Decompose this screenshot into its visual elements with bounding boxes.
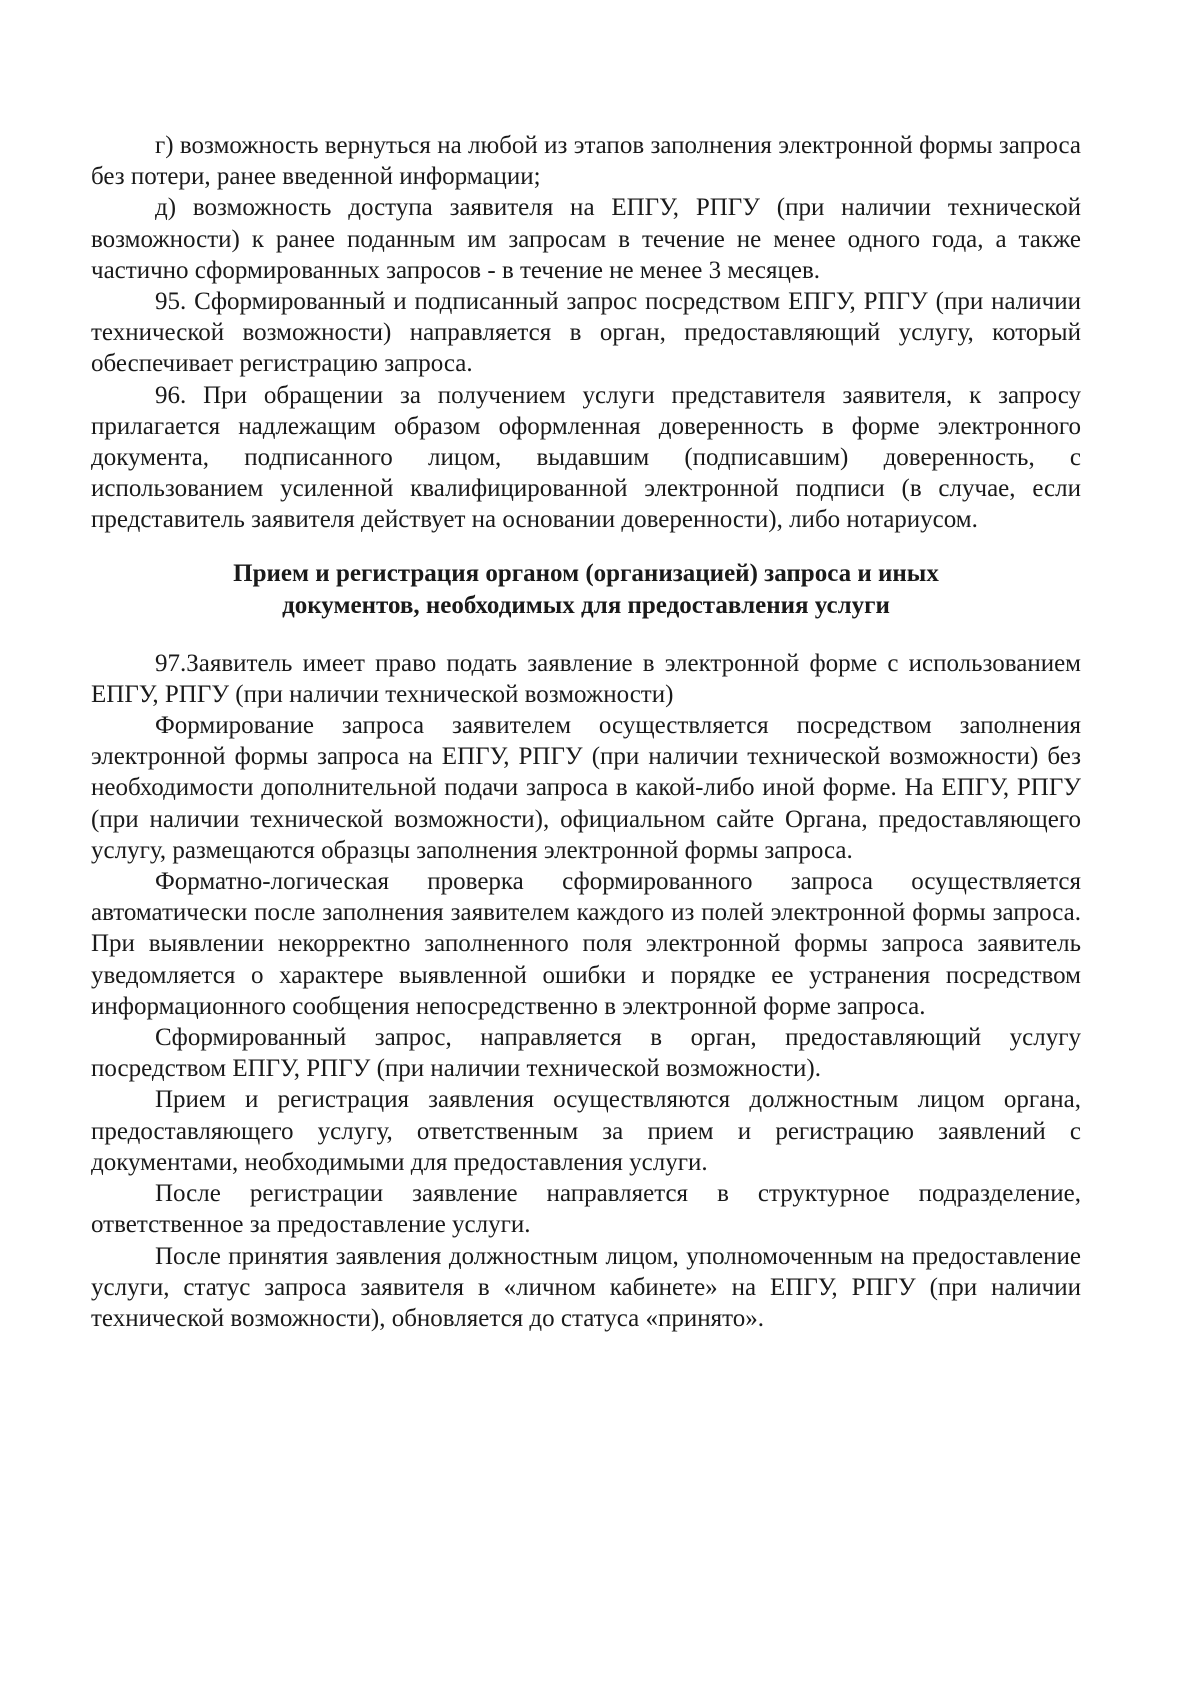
paragraph-item-d: д) возможность доступа заявителя на ЕПГУ, РПГУ (при наличии технической возможности) к ранее поданным им запросам в течение не менее одного года, а также частично сформированных запросов - в течение не менее 3 месяцев.: [91, 194, 1081, 284]
paragraph-reception-registration: Прием и регистрация заявления осуществляются должностным лицом органа, предоставляющего услугу, ответственным за прием и регистрацию заявлений с документами, необходимыми для предоставления услуги.: [91, 1086, 1081, 1176]
paragraph-97: 97.Заявитель имеет право подать заявление в электронной форме с использованием ЕПГУ, РПГУ (при наличии технической возможности): [91, 649, 1081, 708]
paragraph-status-update: После принятия заявления должностным лицом, уполномоченным на предоставление услуги, статус запроса заявителя в «личном кабинете» на ЕПГУ, РПГУ (при наличии технической возможности), обновляется до статуса «принято».: [91, 1242, 1081, 1332]
section-heading-line-2: документов, необходимых для предоставления услуги: [282, 591, 890, 619]
paragraph-96: 96. При обращении за получением услуги представителя заявителя, к запросу прилагается надлежащим образом оформленная доверенность в форме электронного документа, подписанного лицом, выдавшим (подписавшим) доверенность, с использованием усиленной квалифицированной электронной подписи (в случае, если представитель заявителя действует на основании доверенности), либо нотариусом.: [91, 381, 1081, 534]
paragraph-request-formation: Формирование запроса заявителем осуществляется посредством заполнения электронной формы запроса на ЕПГУ, РПГУ (при наличии технической возможности) без необходимости дополнительной подачи запроса в какой-либо иной форме. На ЕПГУ, РПГУ (при наличии технической возможности), официальном сайте Органа, предоставляющего услугу, размещаются образцы заполнения электронной формы запроса.: [91, 712, 1081, 864]
paragraph-format-check: Форматно-логическая проверка сформированного запроса осуществляется автоматически после заполнения заявителем каждого из полей электронной формы запроса. При выявлении некорректно заполненного поля электронной формы запроса заявитель уведомляется о характере выявленной ошибки и порядке ее устранения посредством информационного сообщения непосредственно в электронной форме запроса.: [91, 868, 1081, 1020]
document-page: [91, 130, 1081, 1334]
paragraph-request-sent: Сформированный запрос, направляется в орган, предоставляющий услугу посредством ЕПГУ, РПГУ (при наличии технической возможности).: [91, 1024, 1081, 1083]
paragraph-item-g: г) возможность вернуться на любой из этапов заполнения электронной формы запроса без потери, ранее введенной информации;: [91, 132, 1081, 191]
paragraph-95: 95. Сформированный и подписанный запрос посредством ЕПГУ, РПГУ (при наличии технической возможности) направляется в орган, предоставляющий услугу, который обеспечивает регистрацию запроса.: [91, 288, 1081, 378]
paragraph-after-registration: После регистрации заявление направляется в структурное подразделение, ответственное за предоставление услуги.: [91, 1180, 1081, 1239]
section-heading: [91, 558, 1081, 622]
section-heading-line-1: Прием и регистрация органом (организацией) запроса и иных: [233, 559, 939, 587]
